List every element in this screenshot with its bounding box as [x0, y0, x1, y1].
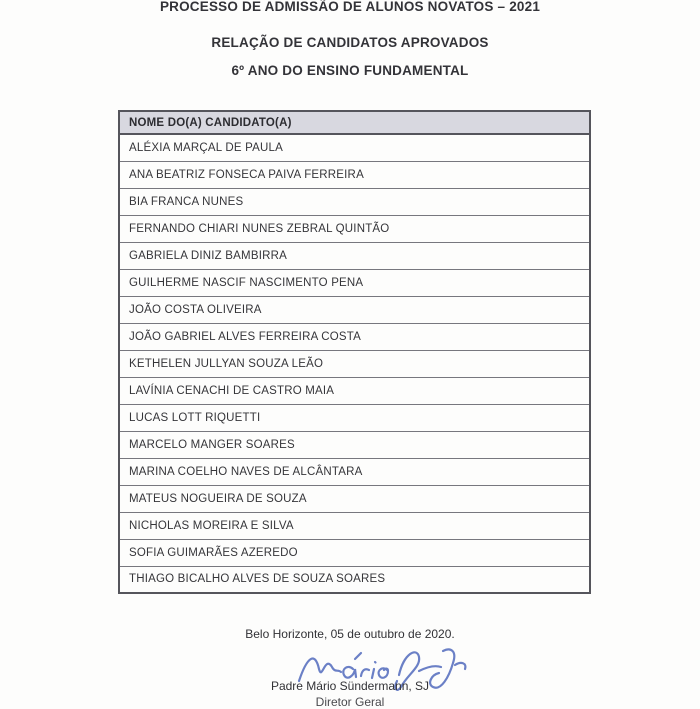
table-row	[119, 215, 590, 242]
table-row	[119, 539, 590, 566]
candidate-name: GUILHERME NASCIF NASCIMENTO PENA	[119, 269, 590, 296]
candidate-name: ALÉXIA MARÇAL DE PAULA	[119, 134, 590, 161]
candidate-name: MARCELO MANGER SOARES	[119, 431, 590, 458]
candidate-name: FERNANDO CHIARI NUNES ZEBRAL QUINTÃO	[119, 215, 590, 242]
date-place-line: Belo Horizonte, 05 de outubro de 2020.	[245, 627, 455, 641]
document-title-line-1: PROCESSO DE ADMISSÃO DE ALUNOS NOVATOS – 2021	[159, 0, 541, 14]
candidate-name: JOÃO GABRIEL ALVES FERREIRA COSTA	[119, 323, 590, 350]
candidate-name: BIA FRANCA NUNES	[119, 188, 590, 215]
table-row	[119, 134, 590, 161]
table-row	[119, 431, 590, 458]
table-row	[119, 242, 590, 269]
table-row	[119, 512, 590, 539]
table-row	[119, 350, 590, 377]
candidate-name: THIAGO BICALHO ALVES DE SOUZA SOARES	[119, 566, 590, 593]
document-title-line-2: RELAÇÃO DE CANDIDATOS APROVADOS	[211, 35, 489, 50]
table-row	[119, 296, 590, 323]
candidates-table	[118, 110, 591, 594]
candidates-table-head	[119, 111, 590, 134]
candidate-name: MARINA COELHO NAVES DE ALCÂNTARA	[119, 458, 590, 485]
signatory-title-clipped: Diretor Geral	[315, 695, 385, 709]
candidate-name: LUCAS LOTT RIQUETTI	[119, 404, 590, 431]
table-row	[119, 566, 590, 593]
table-row	[119, 161, 590, 188]
candidate-name: ANA BEATRIZ FONSECA PAIVA FERREIRA	[119, 161, 590, 188]
table-row	[119, 269, 590, 296]
table-row	[119, 485, 590, 512]
table-row	[119, 188, 590, 215]
candidate-name: NICHOLAS MOREIRA E SILVA	[119, 512, 590, 539]
table-row	[119, 323, 590, 350]
table-header-row	[119, 111, 590, 134]
table-row	[119, 377, 590, 404]
document-title-line-3: 6º ANO DO ENSINO FUNDAMENTAL	[231, 63, 469, 78]
candidate-name: GABRIELA DINIZ BAMBIRRA	[119, 242, 590, 269]
candidate-name-column-header: NOME DO(A) CANDIDATO(A)	[119, 111, 590, 134]
candidate-name: LAVÍNIA CENACHI DE CASTRO MAIA	[119, 377, 590, 404]
table-row	[119, 404, 590, 431]
candidate-name: JOÃO COSTA OLIVEIRA	[119, 296, 590, 323]
signatory-name: Padre Mário Sündermann, SJ	[270, 679, 430, 693]
table-row	[119, 458, 590, 485]
candidate-name: SOFIA GUIMARÃES AZEREDO	[119, 539, 590, 566]
candidate-name: KETHELEN JULLYAN SOUZA LEÃO	[119, 350, 590, 377]
candidate-name: MATEUS NOGUEIRA DE SOUZA	[119, 485, 590, 512]
candidate-table-body	[119, 134, 590, 593]
